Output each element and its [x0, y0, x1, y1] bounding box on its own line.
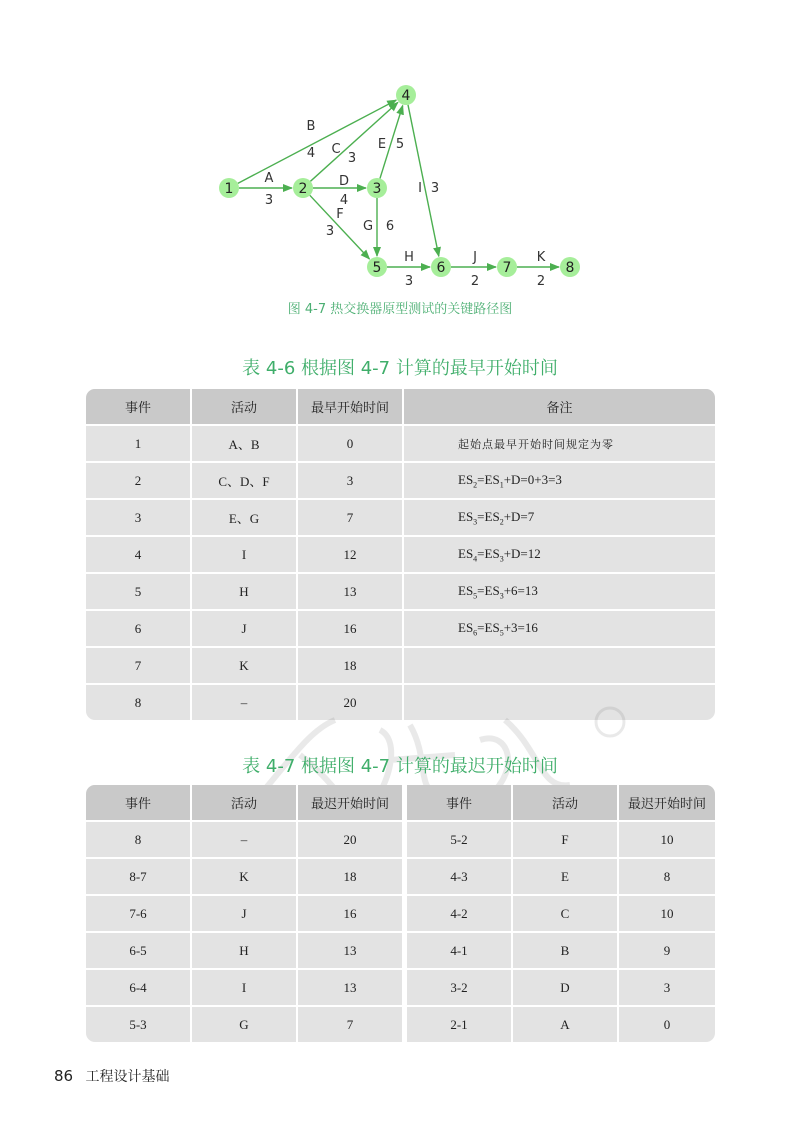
table-row — [86, 970, 715, 1007]
page-footer — [54, 1066, 170, 1086]
earliest-start-table — [86, 389, 715, 720]
edge-activity-label: C — [331, 142, 341, 157]
table-cell: E、G — [192, 500, 298, 537]
table-row — [86, 896, 715, 933]
edge-duration-label: 4 — [306, 146, 316, 161]
column-header: 最早开始时间 — [298, 389, 404, 426]
table-cell: 3 — [619, 970, 715, 1007]
table-header-row — [86, 785, 715, 822]
table-cell: 18 — [298, 648, 404, 685]
edge-duration-label: 5 — [395, 137, 405, 152]
event-node-label: 7 — [502, 260, 512, 276]
column-header: 活动 — [192, 785, 298, 822]
table-cell: H — [192, 933, 298, 970]
table-cell: 6 — [86, 611, 192, 648]
event-node-label: 2 — [298, 181, 308, 197]
column-header: 事件 — [86, 785, 192, 822]
table-cell: 13 — [298, 574, 404, 611]
note-cell — [404, 685, 715, 720]
note-cell: 起始点最早开始时间规定为零 — [404, 426, 715, 463]
edge-duration-label: 3 — [325, 224, 335, 239]
edge-activity-label: B — [306, 119, 316, 134]
table-cell: – — [192, 685, 298, 720]
edge-activity-label: F — [336, 207, 344, 222]
table-row — [86, 574, 715, 611]
table-cell: 7 — [298, 500, 404, 537]
table-cell: A — [513, 1007, 619, 1042]
table-row — [86, 685, 715, 720]
table-cell: 5-3 — [86, 1007, 192, 1042]
table-cell: 8 — [619, 859, 715, 896]
event-node-label: 8 — [565, 260, 575, 276]
page-number: 86 — [54, 1067, 74, 1085]
table-cell: K — [192, 648, 298, 685]
table-cell: 18 — [298, 859, 407, 896]
table-cell: 2-1 — [407, 1007, 513, 1042]
table-cell: 16 — [298, 611, 404, 648]
edge-activity-label: A — [264, 171, 274, 186]
note-cell: $ES_5=ES_3+6=13$ — [404, 574, 715, 611]
table-cell: C — [513, 896, 619, 933]
column-header: 活动 — [192, 389, 298, 426]
table-cell: 5 — [86, 574, 192, 611]
table-row — [86, 933, 715, 970]
note-cell: $ES_6=ES_5+3=16$ — [404, 611, 715, 648]
table-cell: K — [192, 859, 298, 896]
table-header-row — [86, 389, 715, 426]
table-cell: 5-2 — [407, 822, 513, 859]
event-node-label: 5 — [372, 260, 382, 276]
table-cell: 20 — [298, 822, 407, 859]
table-cell: 4 — [86, 537, 192, 574]
table-cell: 3-2 — [407, 970, 513, 1007]
table-row — [86, 648, 715, 685]
table-cell: 12 — [298, 537, 404, 574]
table-cell: 8 — [86, 822, 192, 859]
event-node-label: 4 — [401, 88, 411, 104]
column-header: 事件 — [86, 389, 192, 426]
book-title: 工程设计基础 — [85, 1069, 170, 1085]
edge-activity-label: D — [338, 174, 350, 189]
edge-activity-label: G — [362, 219, 374, 234]
table-cell: 2 — [86, 463, 192, 500]
edge-duration-label: 6 — [385, 219, 395, 234]
edge-activity-label: K — [536, 250, 546, 265]
table-cell: I — [192, 970, 298, 1007]
table-cell: D — [513, 970, 619, 1007]
edge-duration-label: 4 — [339, 193, 349, 208]
table-cell: C、D、F — [192, 463, 298, 500]
table-cell: 6-4 — [86, 970, 192, 1007]
table-row — [86, 463, 715, 500]
edge-activity-label: J — [473, 250, 477, 265]
table-cell: 7-6 — [86, 896, 192, 933]
table-title-latest: 表 4-7 根据图 4-7 计算的最迟开始时间 — [242, 756, 558, 777]
table-cell: 13 — [298, 970, 407, 1007]
table-row — [86, 537, 715, 574]
table-cell: 0 — [298, 426, 404, 463]
column-header: 最迟开始时间 — [298, 785, 407, 822]
note-cell: $ES_3=ES_2+D=7$ — [404, 500, 715, 537]
column-header: 活动 — [513, 785, 619, 822]
table-cell: B — [513, 933, 619, 970]
table-cell: – — [192, 822, 298, 859]
edge-B — [238, 100, 396, 183]
note-cell: $ES_2=ES_1+D=0+3=3$ — [404, 463, 715, 500]
note-cell: $ES_4=ES_3+D=12$ — [404, 537, 715, 574]
table-row — [86, 611, 715, 648]
edge-activity-label: I — [418, 181, 422, 196]
column-header: 事件 — [407, 785, 513, 822]
table-cell: I — [192, 537, 298, 574]
event-node-label: 6 — [436, 260, 446, 276]
edge-duration-label: 2 — [536, 274, 546, 289]
note-cell — [404, 648, 715, 685]
table-cell: 20 — [298, 685, 404, 720]
edge-duration-label: 3 — [347, 151, 357, 166]
table-cell: 16 — [298, 896, 407, 933]
critical-path-diagram — [0, 0, 800, 300]
edge-activity-label: H — [404, 250, 414, 265]
table-row — [86, 1007, 715, 1042]
table-cell: 7 — [86, 648, 192, 685]
table-cell: 13 — [298, 933, 407, 970]
table-row — [86, 500, 715, 537]
table-cell: 0 — [663, 1016, 671, 1032]
latest-start-table — [86, 785, 715, 1042]
table-cell: 7 — [298, 1007, 407, 1042]
event-node-label: 1 — [224, 181, 234, 197]
table-cell: H — [192, 574, 298, 611]
table-cell: G — [192, 1007, 298, 1042]
table-cell: 10 — [619, 896, 715, 933]
table-cell: 10 — [619, 822, 715, 859]
table-cell: 4-3 — [407, 859, 513, 896]
table-cell: 3 — [298, 463, 404, 500]
edge-activity-label: E — [377, 137, 387, 152]
table-cell: A、B — [192, 426, 298, 463]
table-row — [86, 859, 715, 896]
column-header: 备注 — [404, 389, 715, 426]
table-cell: 6-5 — [86, 933, 192, 970]
edge-duration-label: 3 — [264, 193, 274, 208]
table-cell: 8 — [86, 685, 192, 720]
column-header: 最迟开始时间 — [619, 785, 715, 822]
table-title-earliest: 表 4-6 根据图 4-7 计算的最早开始时间 — [242, 358, 558, 379]
table-cell: 4-2 — [407, 896, 513, 933]
edge-duration-label: 2 — [470, 274, 480, 289]
table-cell: E — [513, 859, 619, 896]
table-cell: 9 — [619, 933, 715, 970]
table-row — [86, 426, 715, 463]
table-cell: 8-7 — [86, 859, 192, 896]
event-node-label: 3 — [372, 181, 382, 197]
table-cell: 4-1 — [407, 933, 513, 970]
edge-duration-label: 3 — [404, 274, 414, 289]
table-cell: F — [513, 822, 619, 859]
table-row — [86, 822, 715, 859]
table-cell: 1 — [86, 426, 192, 463]
edge-duration-label: 3 — [430, 181, 440, 196]
figure-caption: 图 4-7 热交换器原型测试的关键路径图 — [287, 302, 513, 317]
table-cell: 3 — [86, 500, 192, 537]
table-cell: J — [192, 611, 298, 648]
table-cell: J — [192, 896, 298, 933]
